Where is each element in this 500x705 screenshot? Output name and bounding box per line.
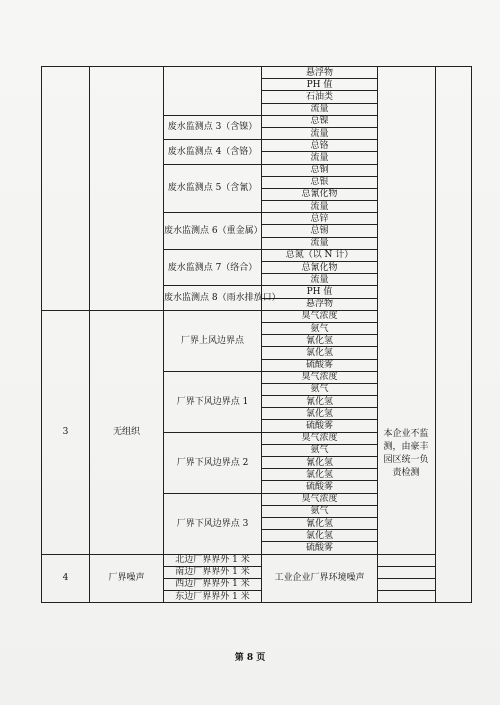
note-cell-upper <box>378 67 436 555</box>
item-cell: 流量 <box>262 127 378 139</box>
item-cell: 流量 <box>262 237 378 249</box>
point-name-cell: 废水监测点 7（络合） <box>164 249 262 286</box>
no-cell: 4 <box>42 554 90 603</box>
item-cell: PH 值 <box>262 79 378 91</box>
item-cell: 硫酸雾 <box>262 542 378 554</box>
category-cell: 厂界噪声 <box>90 554 164 603</box>
point-name-cell: 西边厂界界外 1 米 <box>164 578 262 590</box>
point-name-cell: 废水监测点 6（重金属） <box>164 213 262 250</box>
table-row <box>42 67 472 79</box>
category-cell <box>90 67 164 311</box>
item-cell: 氨气 <box>262 444 378 456</box>
item-cell: 总银 <box>262 176 378 188</box>
item-cell: 硫酸雾 <box>262 359 378 371</box>
item-cell: 氨气 <box>262 505 378 517</box>
item-cell: 总氰化物 <box>262 188 378 200</box>
monitoring-note: 本企业不监测，由豪丰园区统一负责检测 <box>383 429 429 478</box>
point-name-cell: 废水监测点 8（雨水排放口） <box>164 286 262 310</box>
point-name-cell: 废水监测点 5（含氰） <box>164 164 262 213</box>
item-cell: 氯化氢 <box>262 469 378 481</box>
noise-note-cell <box>378 578 436 590</box>
category-cell: 无组织 <box>90 310 164 554</box>
item-cell: 流量 <box>262 274 378 286</box>
item-cell: 工业企业厂界环境噪声 <box>262 554 378 603</box>
monitoring-table <box>41 66 472 603</box>
item-cell: 氰化氢 <box>262 396 378 408</box>
item-cell: 臭气浓度 <box>262 310 378 322</box>
item-cell: 氯化氢 <box>262 347 378 359</box>
item-cell: 流量 <box>262 103 378 115</box>
item-cell: 臭气浓度 <box>262 493 378 505</box>
no-cell: 3 <box>42 310 90 554</box>
page-number: 第 8 页 <box>234 653 266 663</box>
noise-note-cell <box>378 591 436 603</box>
item-cell: 总镍 <box>262 115 378 127</box>
item-cell: 总铜 <box>262 164 378 176</box>
point-name-cell: 厂界下风边界点 1 <box>164 371 262 432</box>
item-cell: 臭气浓度 <box>262 371 378 383</box>
item-cell: 氰化氢 <box>262 457 378 469</box>
item-cell: 流量 <box>262 152 378 164</box>
point-name-cell: 厂界下风边界点 2 <box>164 432 262 493</box>
point-name-cell: 东边厂界界外 1 米 <box>164 591 262 603</box>
table-row <box>42 554 472 566</box>
item-cell: 流量 <box>262 201 378 213</box>
item-cell: 石油类 <box>262 91 378 103</box>
point-name-cell: 厂界上风边界点 <box>164 310 262 371</box>
point-name-cell: 北边厂界界外 1 米 <box>164 554 262 566</box>
noise-note-cell <box>378 566 436 578</box>
item-cell: 总氰化物 <box>262 262 378 274</box>
point-name-cell: 废水监测点 4（含铬） <box>164 140 262 164</box>
item-cell: 臭气浓度 <box>262 432 378 444</box>
point-name-cell: 废水监测点 3（含镍） <box>164 115 262 139</box>
point-name-cell: 厂界下风边界点 3 <box>164 493 262 554</box>
item-cell: 悬浮物 <box>262 298 378 310</box>
item-cell: 氰化氢 <box>262 335 378 347</box>
item-cell: 硫酸雾 <box>262 481 378 493</box>
item-cell: 氰化氢 <box>262 517 378 529</box>
point-name-cell <box>164 67 262 116</box>
item-cell: 总锡 <box>262 225 378 237</box>
item-cell: 氨气 <box>262 383 378 395</box>
item-cell: 硫酸雾 <box>262 420 378 432</box>
monitoring-table-body <box>42 67 472 603</box>
no-cell <box>42 67 90 311</box>
item-cell: 总锌 <box>262 213 378 225</box>
point-name-cell: 南边厂界界外 1 米 <box>164 566 262 578</box>
noise-note-cell <box>378 554 436 566</box>
item-cell: 总氮（以 N 计） <box>262 249 378 261</box>
item-cell: 氯化氢 <box>262 530 378 542</box>
item-cell: 总铬 <box>262 140 378 152</box>
item-cell: 氯化氢 <box>262 408 378 420</box>
item-cell: 氨气 <box>262 322 378 334</box>
item-cell: PH 值 <box>262 286 378 298</box>
item-cell: 悬浮物 <box>262 67 378 79</box>
remark-cell <box>436 67 472 603</box>
